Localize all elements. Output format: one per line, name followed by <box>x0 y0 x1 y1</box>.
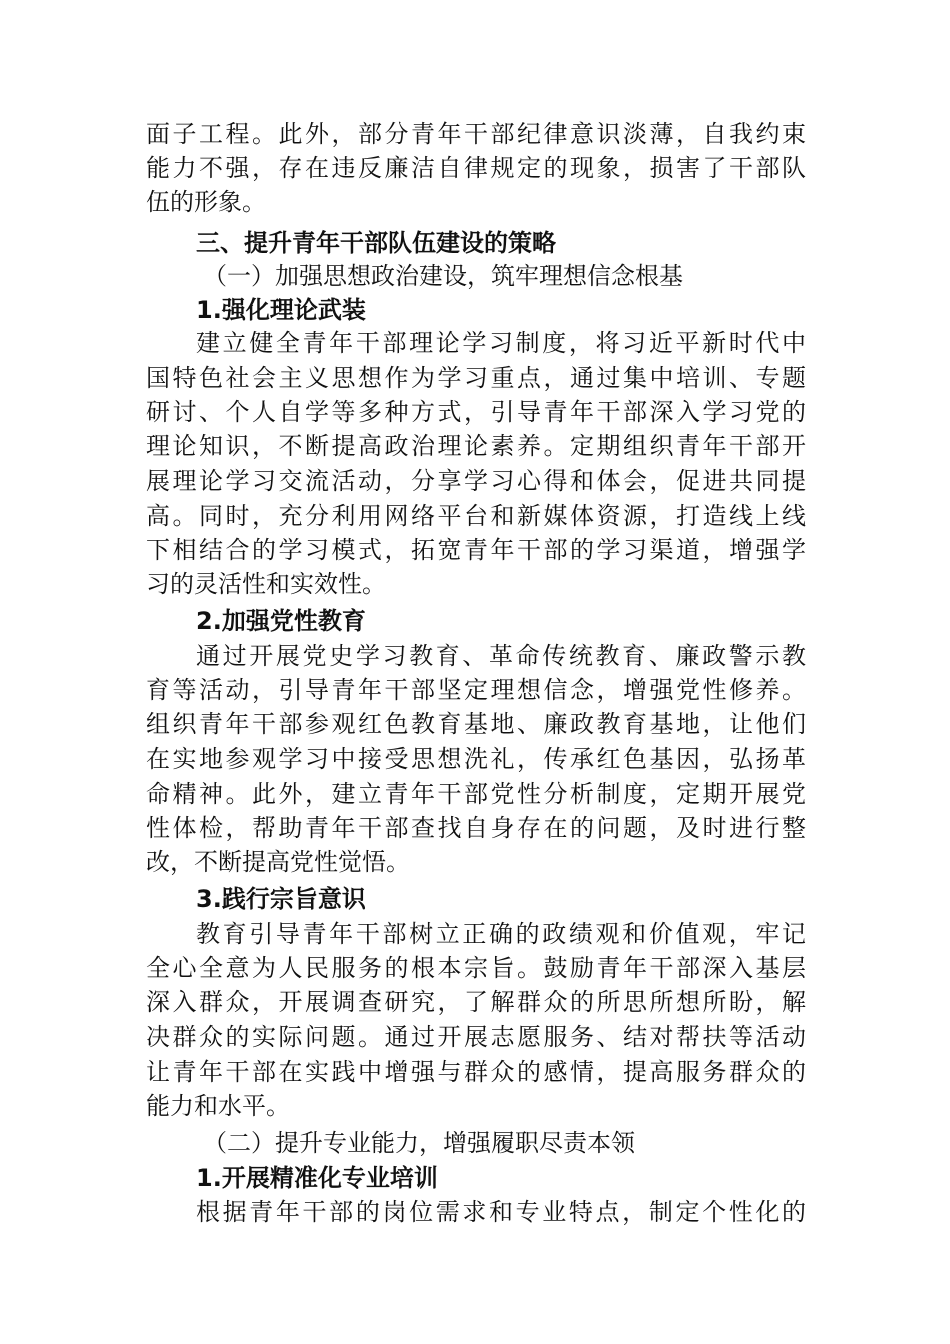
item-heading: 2.加强党性教育 <box>196 607 366 635</box>
body-text-line: 性体检，帮助青年干部查找自身存在的问题，及时进行整 <box>146 814 806 842</box>
body-text-line: 展理论学习交流活动，分享学习心得和体会，促进共同提 <box>146 467 806 495</box>
item-heading: 3.践行宗旨意识 <box>196 885 366 913</box>
body-text-line: 高。同时，充分利用网络平台和新媒体资源，打造线上线 <box>146 502 806 530</box>
body-text-line: 教育引导青年干部树立正确的政绩观和价值观，牢记 <box>196 920 806 948</box>
body-text-line: 通过开展党史学习教育、革命传统教育、廉政警示教 <box>196 642 806 670</box>
body-text-line: 国特色社会主义思想作为学习重点，通过集中培训、专题 <box>146 364 806 392</box>
body-text-line: 习的灵活性和实效性。 <box>146 570 386 598</box>
item-heading: 1.强化理论武装 <box>196 296 366 324</box>
section-heading: 三、提升青年干部队伍建设的策略 <box>196 229 556 257</box>
body-text-line: 伍的形象。 <box>146 188 266 216</box>
body-text-line: 在实地参观学习中接受思想洗礼，传承红色基因，弘扬革 <box>146 745 806 773</box>
body-text-line: 全心全意为人民服务的根本宗旨。鼓励青年干部深入基层 <box>146 954 806 982</box>
body-text-line: 让青年干部在实践中增强与群众的感情，提高服务群众的 <box>146 1058 806 1086</box>
item-heading: 1.开展精准化专业培训 <box>196 1164 438 1192</box>
subsection-heading: （一）加强思想政治建设，筑牢理想信念根基 <box>203 262 683 290</box>
body-text-line: 根据青年干部的岗位需求和专业特点，制定个性化的 <box>196 1198 806 1226</box>
body-text-line: 决群众的实际问题。通过开展志愿服务、结对帮扶等活动 <box>146 1023 806 1051</box>
body-text-line: 能力和水平。 <box>146 1092 290 1120</box>
body-text-line: 能力不强，存在违反廉洁自律规定的现象，损害了干部队 <box>146 154 806 182</box>
body-text-line: 理论知识，不断提高政治理论素养。定期组织青年干部开 <box>146 432 806 460</box>
body-text-line: 深入群众，开展调查研究，了解群众的所思所想所盼，解 <box>146 988 806 1016</box>
body-text-line: 建立健全青年干部理论学习制度，将习近平新时代中 <box>196 329 806 357</box>
body-text-line: 育等活动，引导青年干部坚定理想信念，增强党性修养。 <box>146 676 806 704</box>
body-text-line: 面子工程。此外，部分青年干部纪律意识淡薄，自我约束 <box>146 120 806 148</box>
body-text-line: 下相结合的学习模式，拓宽青年干部的学习渠道，增强学 <box>146 536 806 564</box>
body-text-line: 改，不断提高党性觉悟。 <box>146 848 410 876</box>
body-text-line: 命精神。此外，建立青年干部党性分析制度，定期开展党 <box>146 780 806 808</box>
body-text-line: 研讨、个人自学等多种方式，引导青年干部深入学习党的 <box>146 398 806 426</box>
subsection-heading: （二）提升专业能力，增强履职尽责本领 <box>203 1129 635 1157</box>
body-text-line: 组织青年干部参观红色教育基地、廉政教育基地，让他们 <box>146 710 806 738</box>
